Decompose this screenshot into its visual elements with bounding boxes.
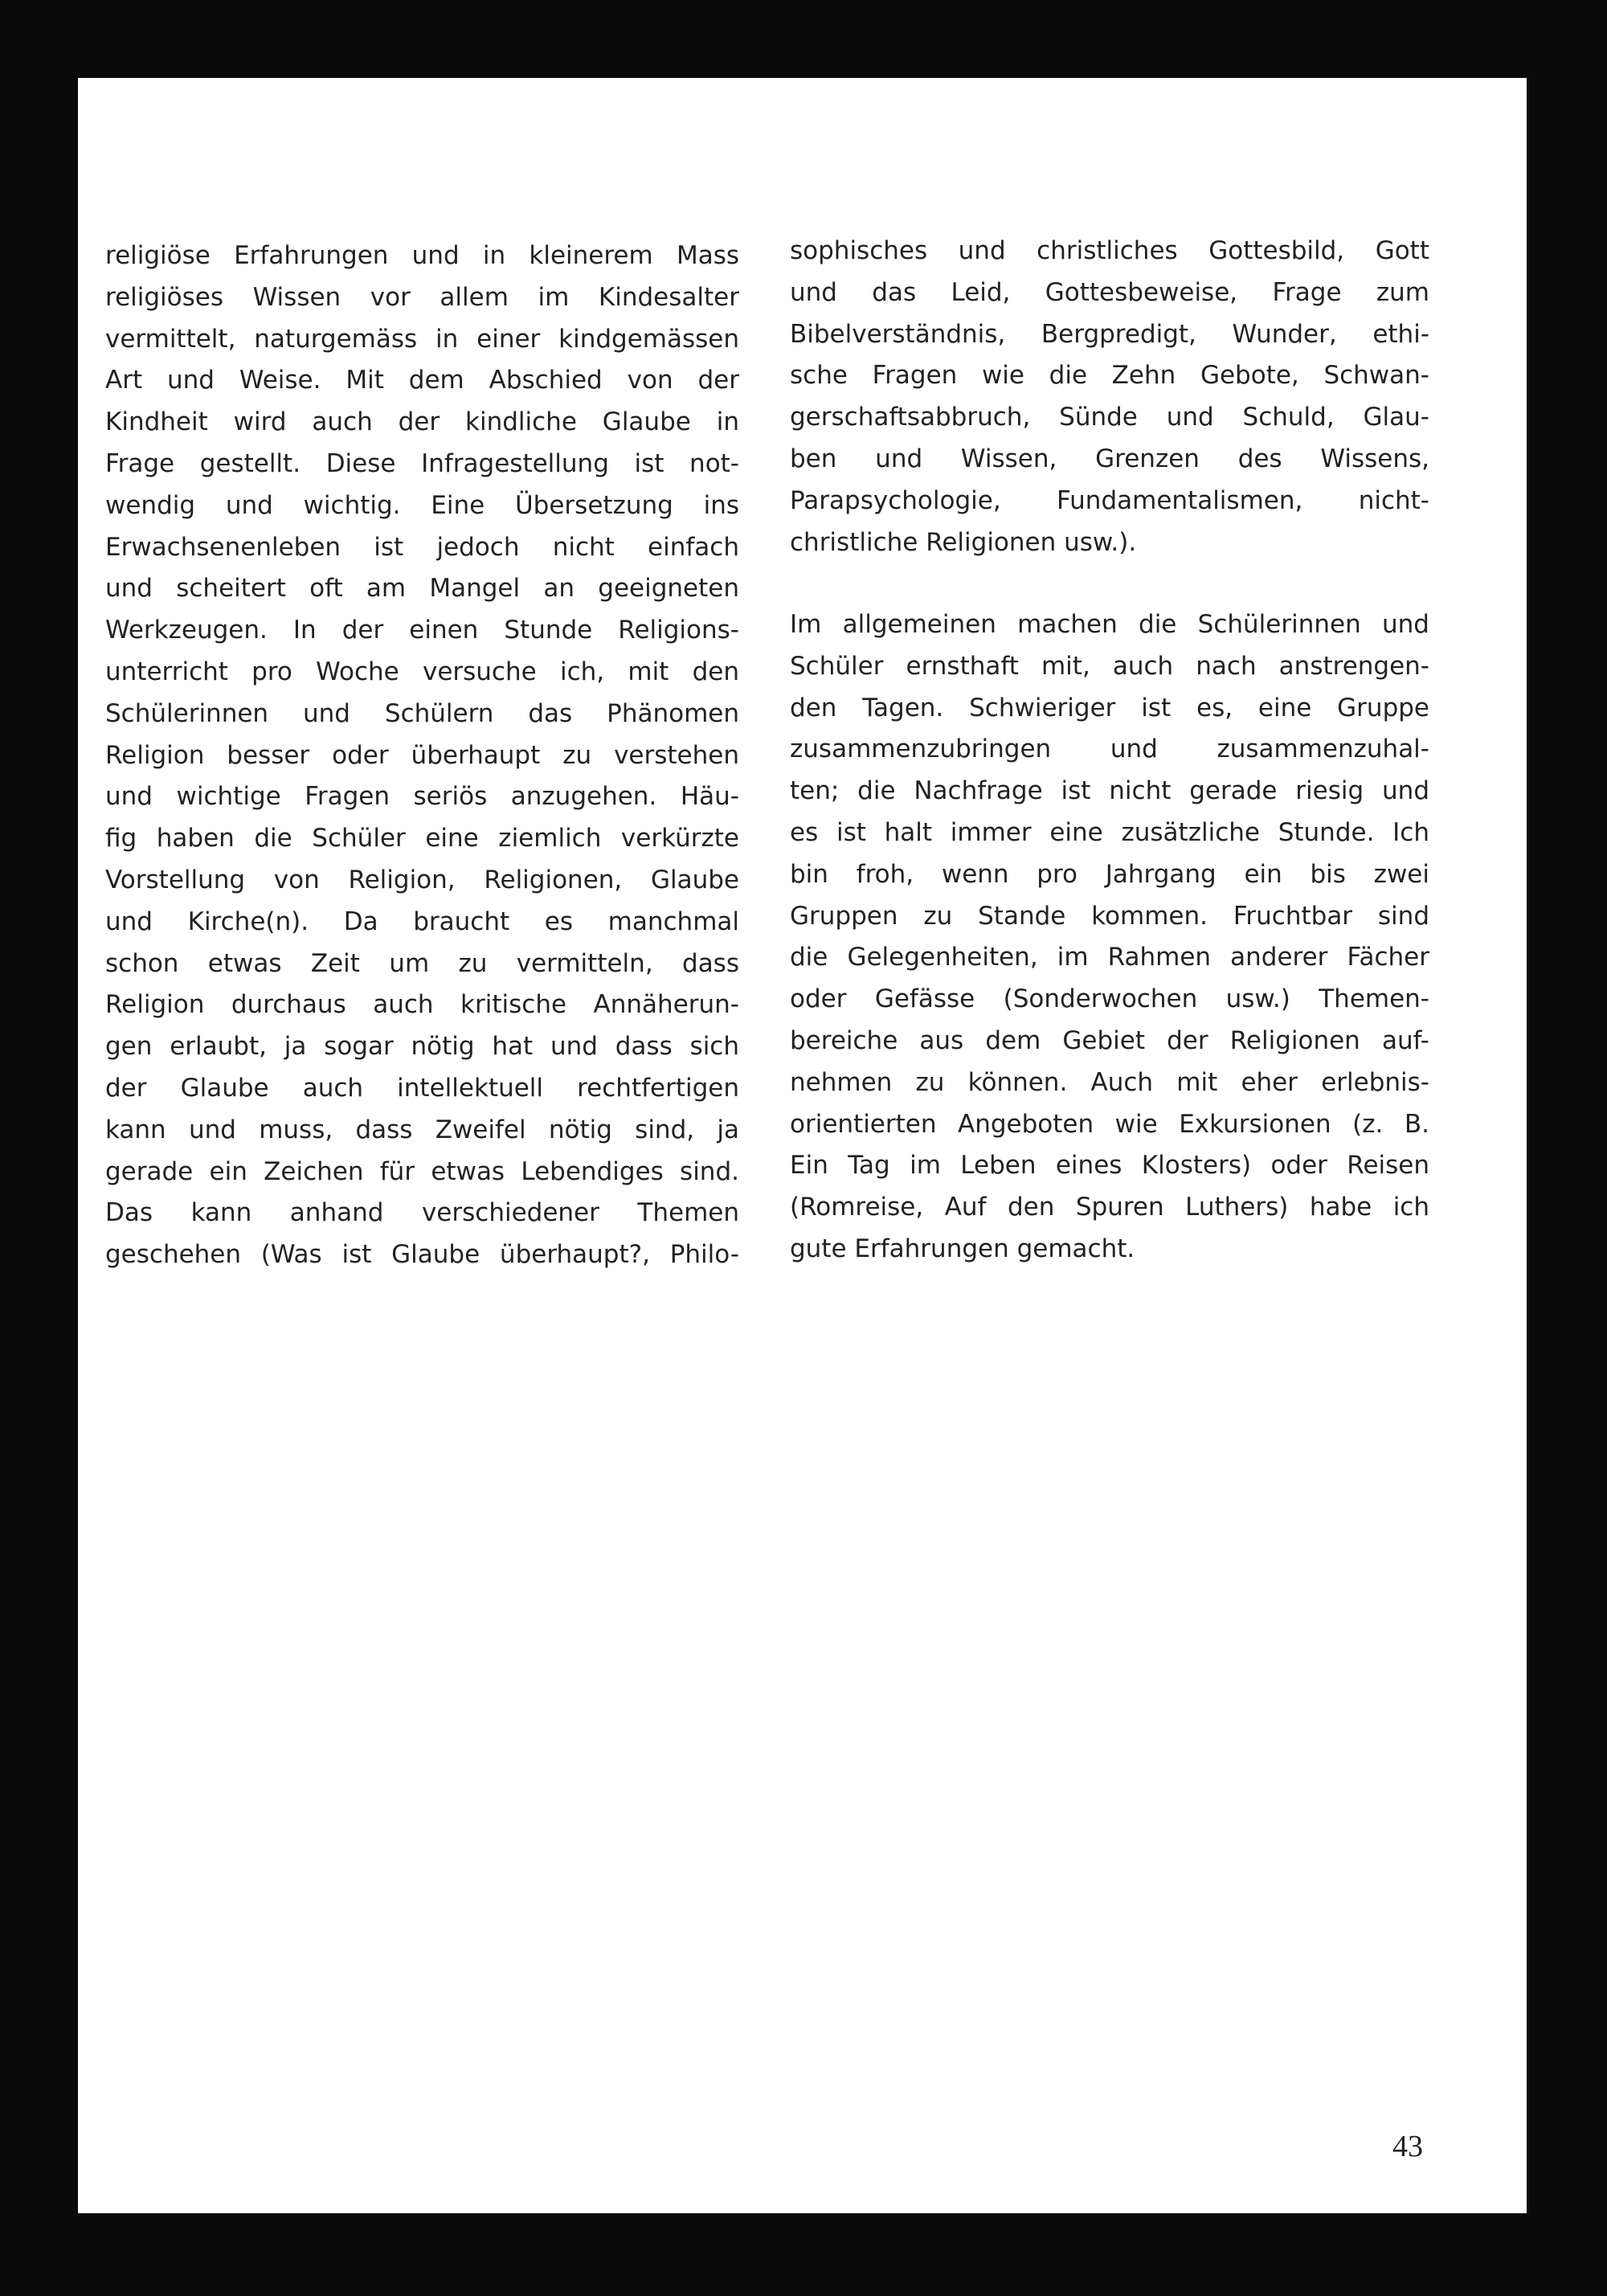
text-line: Vorstellung von Religion, Religionen, Glaube (105, 865, 739, 894)
text-line: kann und muss, dass Zweifel nötig sind, ja (105, 1115, 739, 1144)
text-line: ten; die Nachfrage ist nicht gerade riesig und (790, 776, 1429, 806)
text-line: religiöses Wissen vor allem im Kindesalter (105, 282, 739, 312)
text-line: geschehen (Was ist Glaube überhaupt?, Philo- (105, 1240, 739, 1270)
text-line: Kindheit wird auch der kindliche Glaube in (105, 407, 739, 437)
right-column-paragraph-2 (790, 604, 1429, 1271)
text-line: religiöse Erfahrungen und in kleinerem Mass (105, 241, 739, 270)
text-line: Schülerinnen und Schülern das Phänomen (105, 698, 739, 728)
text-line: Art und Weise. Mit dem Abschied von der (105, 366, 739, 395)
text-line: sophisches und christliches Gottesbild, Gott (790, 236, 1429, 265)
text-line: es ist halt immer eine zusätzliche Stunde. Ich (790, 817, 1429, 847)
text-line: fig haben die Schüler eine ziemlich verkürzte (105, 824, 739, 853)
text-line: Erwachsenenleben ist jedoch nicht einfach (105, 532, 739, 562)
text-line: christliche Religionen usw.). (790, 527, 1137, 557)
text-line: vermittelt, naturgemäss in einer kindgemässen (105, 324, 739, 354)
text-line: wendig und wichtig. Eine Übersetzung ins (105, 490, 739, 520)
text-line: Bibelverständnis, Bergpredigt, Wunder, ethi- (790, 319, 1429, 349)
text-line: Gruppen zu Stande kommen. Fruchtbar sind (790, 901, 1429, 931)
text-line: schon etwas Zeit um zu vermitteln, dass (105, 948, 739, 978)
text-line: und wichtige Fragen seriös anzugehen. Häu- (105, 782, 739, 812)
text-line: nehmen zu können. Auch mit eher erlebnis- (790, 1067, 1429, 1097)
text-line: und Kirche(n). Da braucht es manchmal (105, 907, 739, 936)
text-line: gerade ein Zeichen für etwas Lebendiges sind. (105, 1156, 739, 1186)
text-line: und das Leid, Gottesbeweise, Frage zum (790, 277, 1429, 307)
text-line: die Gelegenheiten, im Rahmen anderer Fächer (790, 943, 1429, 972)
text-line: Werkzeugen. In der einen Stunde Religions- (105, 616, 739, 645)
text-line: der Glaube auch intellektuell rechtfertigen (105, 1073, 739, 1103)
text-line: oder Gefässe (Sonderwochen usw.) Themen- (790, 984, 1429, 1014)
text-line: sche Fragen wie die Zehn Gebote, Schwan- (790, 361, 1429, 391)
left-column (105, 235, 739, 1276)
text-line: ben und Wissen, Grenzen des Wissens, (790, 444, 1429, 473)
text-line: Schüler ernsthaft mit, auch nach anstrengen- (790, 651, 1429, 681)
text-line: gen erlaubt, ja sogar nötig hat und dass sich (105, 1032, 739, 1062)
text-line: bereiche aus dem Gebiet der Religionen auf- (790, 1025, 1429, 1055)
text-line: Parapsychologie, Fundamentalismen, nicht- (790, 485, 1429, 515)
text-line: und scheitert oft am Mangel an geeigneten (105, 574, 739, 604)
text-line: orientierten Angeboten wie Exkursionen (z. B. (790, 1109, 1429, 1139)
text-line: Im allgemeinen machen die Schülerinnen und (790, 610, 1429, 639)
text-line: gerschaftsabbruch, Sünde und Schuld, Glau- (790, 403, 1429, 432)
text-line: Das kann anhand verschiedener Themen (105, 1198, 739, 1228)
document-page (78, 78, 1527, 2213)
text-line: Ein Tag im Leben eines Klosters) oder Reisen (790, 1151, 1429, 1181)
text-line: gute Erfahrungen gemacht. (790, 1234, 1135, 1263)
text-line: den Tagen. Schwieriger ist es, eine Gruppe (790, 693, 1429, 722)
text-line: bin froh, wenn pro Jahrgang ein bis zwei (790, 859, 1429, 889)
right-column-paragraph-1 (790, 231, 1429, 563)
text-line: unterricht pro Woche versuche ich, mit den (105, 657, 739, 686)
text-line: zusammenzubringen und zusammenzuhal- (790, 735, 1429, 764)
text-line: Religion durchaus auch kritische Annäherun- (105, 990, 739, 1020)
text-line: Religion besser oder überhaupt zu verstehen (105, 740, 739, 770)
page-number: 43 (1392, 2130, 1423, 2163)
text-line: (Romreise, Auf den Spuren Luthers) habe ich (790, 1193, 1429, 1222)
text-line: Frage gestellt. Diese Infragestellung ist not- (105, 448, 739, 478)
